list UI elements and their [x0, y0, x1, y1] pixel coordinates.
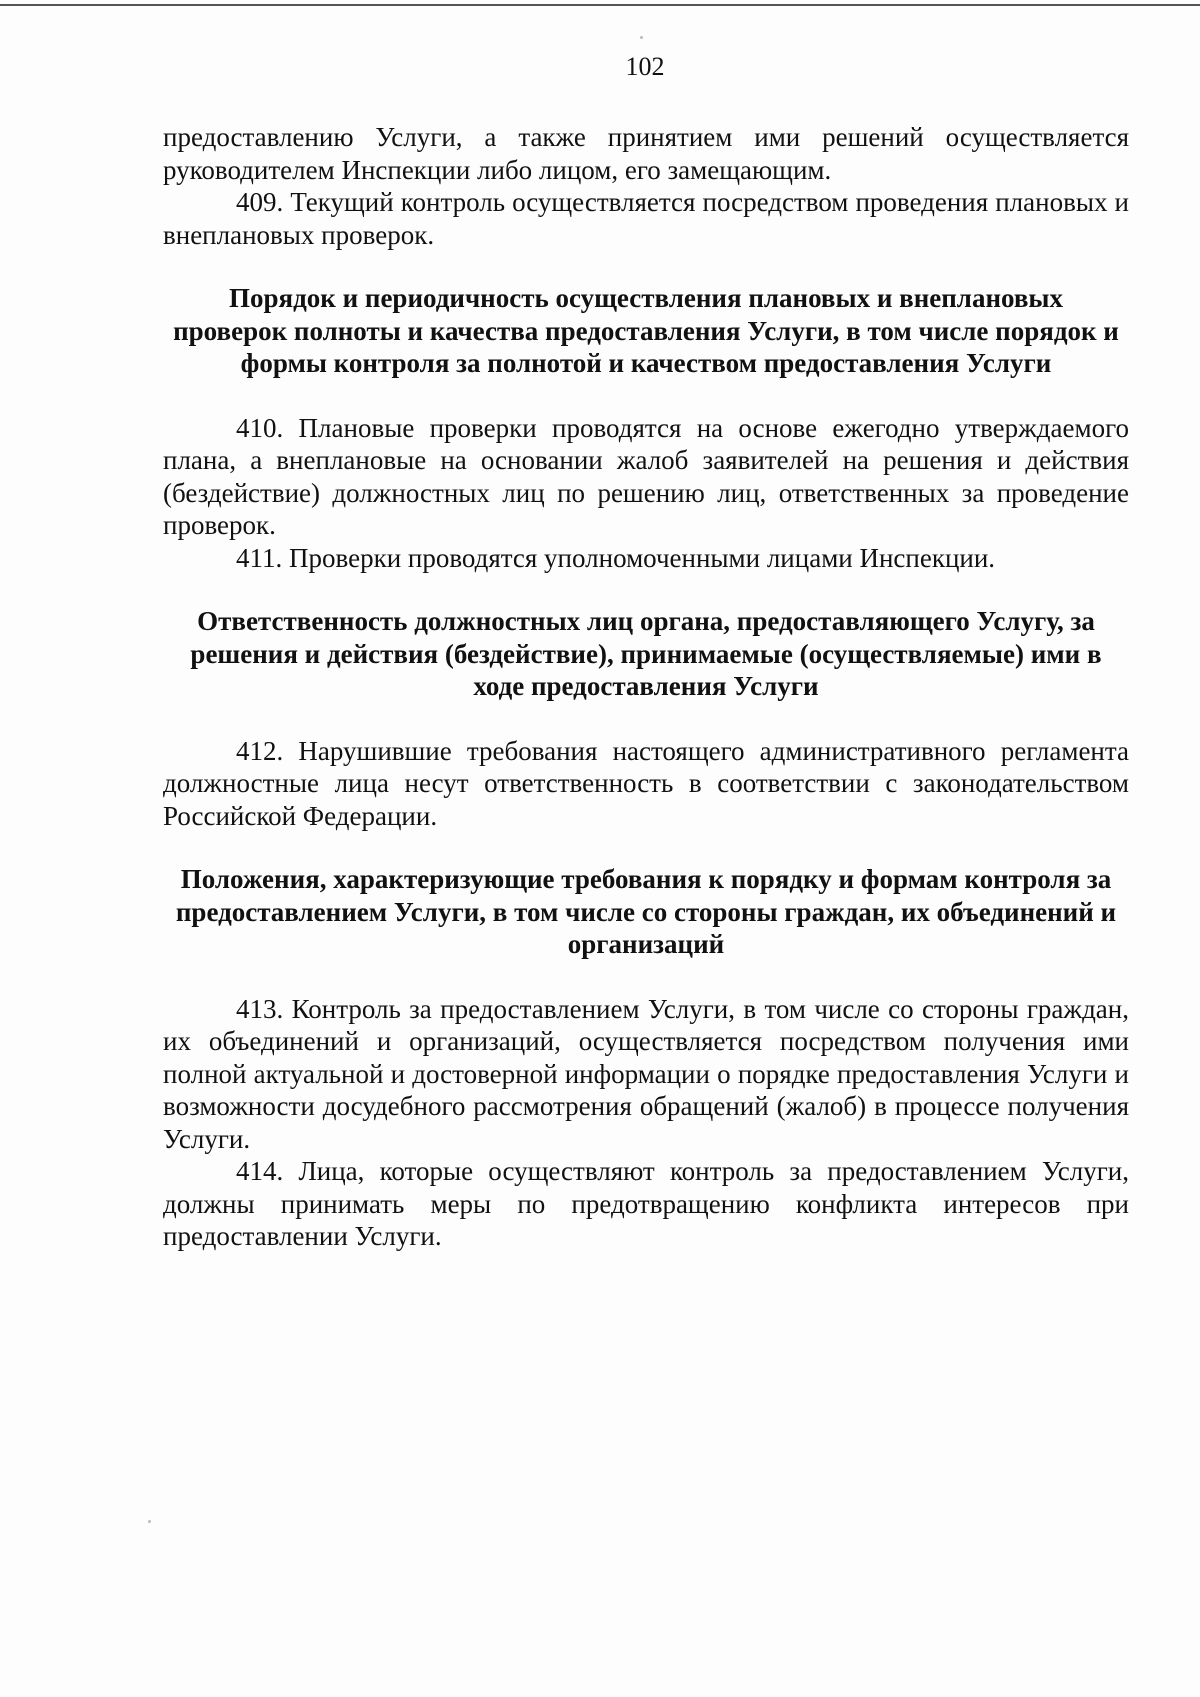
page-number: 102	[625, 52, 665, 81]
paragraph-411: 411. Проверки проводятся уполномоченными лицами Инспекции.	[236, 542, 996, 573]
scan-speck	[148, 1520, 151, 1523]
section-heading-responsibility: Ответственность должностных лиц органа, предоставляющего Услугу, за решения и действия (бездействие), принимаемые (осуществляемые) ими в ходе предоставления Услуги	[190, 606, 1102, 701]
paragraph-continuation: предоставлению Услуги, а также принятием ими решений осуществляется руководителем Инспекции либо лицом, его замещающим.	[163, 122, 1129, 185]
document-body	[163, 121, 1129, 1253]
paragraph-412: 412. Нарушившие требования настоящего административного регламента должностные лица несут ответственность в соответствии с законодательством Российской Федерации.	[163, 735, 1129, 831]
scan-top-edge	[0, 4, 1200, 6]
paragraph-409: 409. Текущий контроль осуществляется посредством проведения плановых и внеплановых проверок.	[163, 187, 1129, 250]
paragraph-410: 410. Плановые проверки проводятся на основе ежегодно утверждаемого плана, а внеплановые на основании жалоб заявителей на решения и действия (бездействие) должностных лиц по решению лиц, ответственных за проведение проверок.	[163, 412, 1129, 540]
section-heading-control-provisions: Положения, характеризующие требования к порядку и формам контроля за предоставлением Услуги, в том числе со стороны граждан, их объединений и организаций	[175, 864, 1117, 959]
scan-speck	[640, 36, 643, 39]
paragraph-413: 413. Контроль за предоставлением Услуги, в том числе со стороны граждан, их объединений и организаций, осуществляется посредством получения ими полной актуальной и достоверной информации о порядке предоставления Услуги и возможности досудебного рассмотрения обращений (жалоб) в процессе получения Услуги.	[163, 993, 1129, 1154]
paragraph-414: 414. Лица, которые осуществляют контроль за предоставлением Услуги, должны принимать меры по предотвращению конфликта интересов при предоставлении Услуги.	[163, 1156, 1129, 1251]
section-heading-inspections: Порядок и периодичность осуществления плановых и внеплановых проверок полноты и качества предоставления Услуги, в том числе порядок и формы контроля за полнотой и качеством предоставления Услуги	[173, 283, 1119, 378]
